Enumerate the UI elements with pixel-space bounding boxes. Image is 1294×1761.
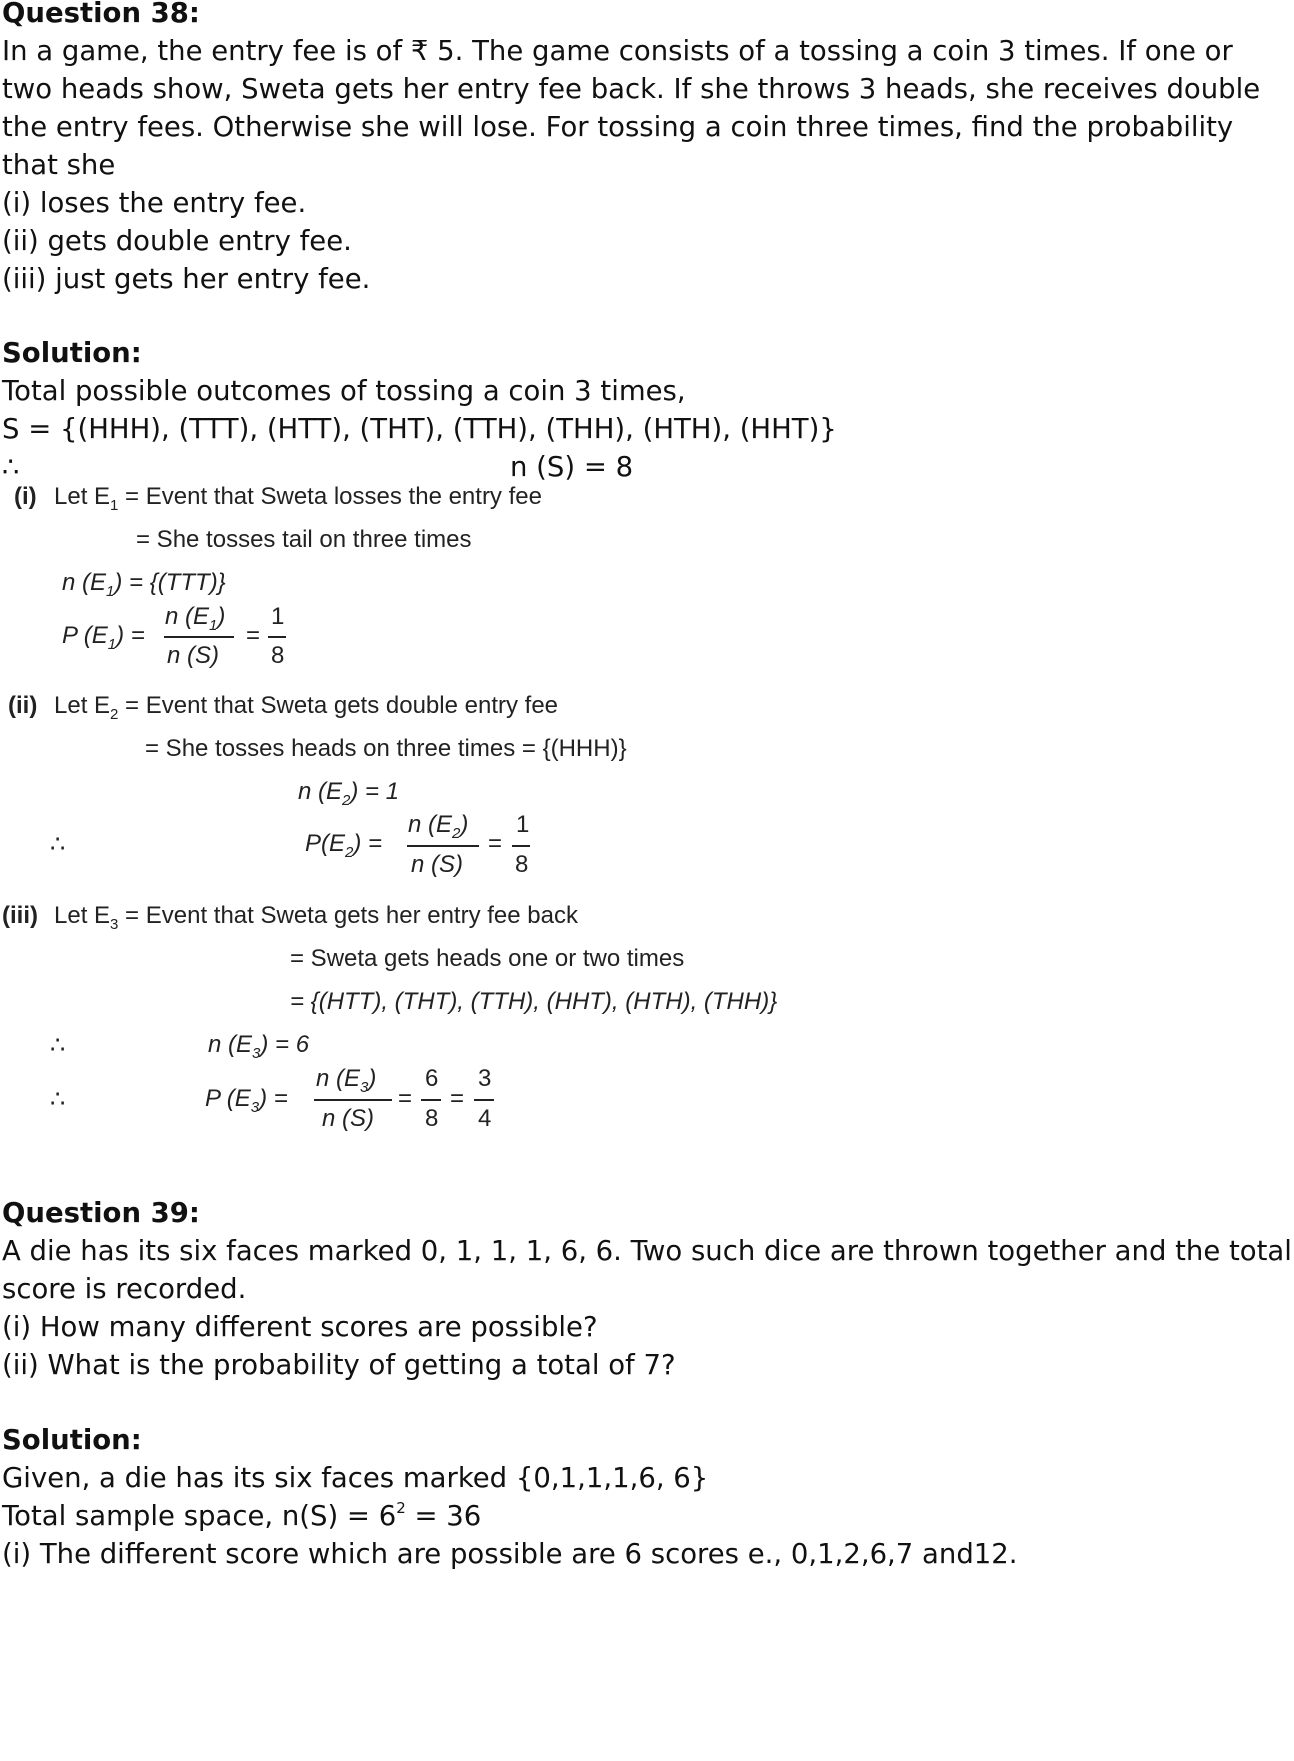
question-39-part-ii: (ii) What is the probability of getting a total of 7? [2, 1349, 676, 1381]
solution-38-sample-space: S = {(HHH), (TTT), (HTT), (THT), (TTH), (THH), (HTH), (HHT)} [2, 413, 837, 445]
part-i-label: (i) [14, 483, 37, 510]
part-iii-n-e3: n $(E_3) = 6$ [208, 1031, 310, 1062]
part-ii-event-definition: Let $E_2$ = Event that Sweta gets double entry fee [54, 692, 559, 723]
part-ii-frac-denominator: n (S) [411, 851, 464, 878]
question-39-part-i: (i) How many different scores are possible? [2, 1311, 598, 1343]
part-ii-therefore: ∴ [50, 831, 66, 858]
question-38-text-line-4: that she [2, 149, 116, 181]
part-iii-event-definition: Let $E_3$ = Event that Sweta gets her entry fee back [54, 902, 578, 933]
part-iii-label: (iii) [2, 902, 38, 929]
solution-39-line-1: Given, a die has its six faces marked {0,1,1,1,6, 6} [2, 1462, 709, 1494]
part-ii-event-description: = She tosses heads on three times = {(HHH)} [145, 735, 627, 762]
part-i-result-denominator: 8 [271, 642, 285, 669]
part-iii-frac3-denominator: 4 [478, 1105, 492, 1132]
solution-38-therefore: ∴ [2, 451, 20, 483]
question-38-part-iii: (iii) just gets her entry fee. [2, 263, 371, 295]
part-ii-frac-bar [407, 845, 479, 847]
part-ii-equals: = [488, 830, 503, 857]
part-iii-event-outcomes: = {(HTT), (THT), (TTH), (HHT), (HTH), (THH)} [290, 988, 778, 1015]
part-iii-frac2-numerator: 6 [425, 1065, 439, 1092]
part-i-result-bar [268, 636, 286, 638]
part-i-result-numerator: 1 [271, 603, 285, 630]
part-iii-equals-1: = [398, 1085, 413, 1112]
part-i-event-description: = She tosses tail on three times [136, 526, 472, 553]
part-i-p-e1-lhs: P $(E_1)$ = [62, 622, 145, 653]
part-iii-frac2-denominator: 8 [425, 1105, 439, 1132]
part-iii-therefore-2: ∴ [50, 1086, 66, 1113]
part-ii-label: (ii) [8, 692, 38, 719]
part-iii-frac2-bar [421, 1099, 441, 1101]
question-38-text-line-2: two heads show, Sweta gets her entry fee back. If she throws 3 heads, she receives double [2, 73, 1261, 105]
part-ii-result-numerator: 1 [516, 811, 530, 838]
part-iii-frac-numerator: n $(E_3)$ [316, 1065, 377, 1096]
question-38-text-line-3: the entry fees. Otherwise she will lose. For tossing a coin three times, find the probability [2, 111, 1234, 143]
solution-39-line-3: (i) The different score which are possible are 6 scores e., 0,1,2,6,7 and12. [2, 1538, 1018, 1570]
part-iii-therefore-1: ∴ [50, 1032, 66, 1059]
part-iii-frac-denominator: n (S) [322, 1105, 375, 1132]
part-i-event-definition: Let $E_1$ = Event that Sweta losses the entry fee [54, 483, 542, 514]
question-38-part-ii: (ii) gets double entry fee. [2, 225, 352, 257]
part-i-equals: = [246, 622, 261, 649]
solution-38-n-s: n (S) = 8 [510, 451, 634, 483]
part-iii-equals-2: = [450, 1085, 465, 1112]
part-i-frac-denominator: n (S) [167, 642, 220, 669]
part-iii-p-e3-lhs: P $(E_3)$ = [205, 1085, 288, 1116]
part-i-n-e1: n $(E_1) = \{(TTT)\}$ [62, 569, 226, 600]
question-39-heading: Question 39: [2, 1197, 200, 1229]
part-iii-event-description: = Sweta gets heads one or two times [290, 945, 685, 972]
part-iii-frac3-bar [474, 1099, 494, 1101]
question-38-text-line-1: In a game, the entry fee is of ₹ 5. The game consists of a tossing a coin 3 times. If one or [2, 35, 1233, 67]
part-iii-frac3-numerator: 3 [478, 1065, 492, 1092]
question-39-text-line-1: A die has its six faces marked 0, 1, 1, 1, 6, 6. Two such dice are thrown together and the total [2, 1235, 1292, 1267]
solution-38-heading: Solution: [2, 337, 142, 369]
part-ii-frac-numerator: n $(E_2)$ [408, 811, 469, 842]
question-39-text-line-2: score is recorded. [2, 1273, 247, 1305]
solution-39-heading: Solution: [2, 1424, 142, 1456]
part-i-frac-bar [164, 636, 234, 638]
part-ii-n-e2: n $(E_2) = 1$ [298, 778, 400, 809]
part-iii-frac-bar [314, 1099, 392, 1101]
part-ii-p-e2-lhs: $P(E_2)$ = [305, 830, 383, 861]
part-i-frac-numerator: n $(E_1)$ [165, 603, 226, 634]
solution-39-line-2: Total sample space, $n(S) = 6^2 = 36$ [2, 1499, 482, 1532]
solution-38-intro: Total possible outcomes of tossing a coin 3 times, [2, 375, 686, 407]
question-38-heading: Question 38: [2, 0, 200, 29]
part-ii-result-bar [512, 845, 530, 847]
part-ii-result-denominator: 8 [515, 851, 529, 878]
question-38-part-i: (i) loses the entry fee. [2, 187, 307, 219]
